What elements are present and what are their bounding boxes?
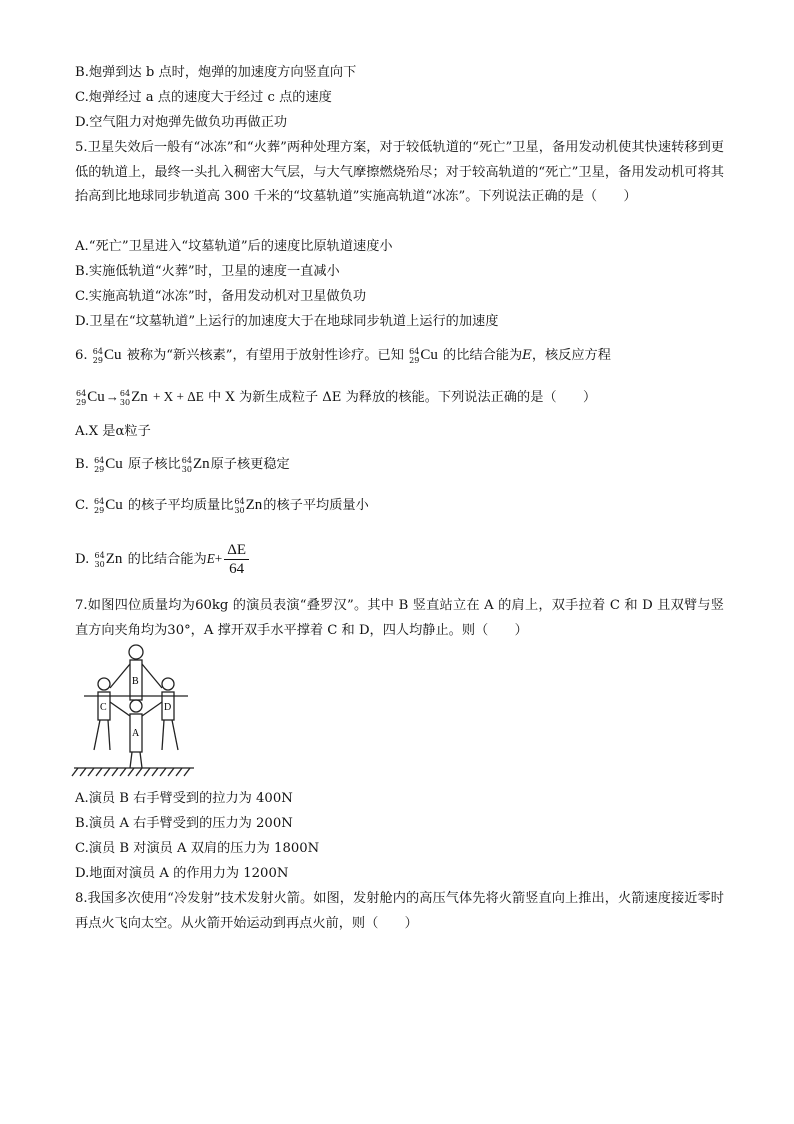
q7-stem: 7.如图四位质量均为60kg 的演员表演“叠罗汉”。其中 B 竖直站立在 A 的肩上，双手拉着 C 和 D 且双臂与竖直方向夹角均为30°，A 撑开双手水平撑着 C 和 D，四人均静止。则（ ） (75, 598, 724, 638)
q6-option-d: D. 64 30 Zn 的比结合能为E+ $\frac{\Delta E}{64}$ (75, 540, 251, 579)
performer-b-left-arm (110, 664, 130, 688)
q4-option-c: C.炮弹经过 a 点的速度大于经过 c 点的速度 (75, 90, 332, 105)
performer-b-head (129, 645, 143, 659)
performer-a-head (130, 700, 142, 712)
q8-stem: 8.我国多次使用“冷发射”技术发射火箭。如图，发射舱内的高压气体先将火箭竖直向上推出，火箭速度接近零时再点火飞向太空。从火箭开始运动到再点火前，则（ ） (75, 891, 724, 931)
nuclide-cu: 64 29 Cu (94, 455, 123, 474)
nuclide-zn: 64 30 Zn (119, 388, 148, 407)
q4-option-d: D.空气阻力对炮弹先做负功再做正功 (75, 115, 288, 130)
q5-option-a: A.“死亡”卫星进入“坟墓轨道”后的速度比原轨道速度小 (75, 239, 393, 254)
q6-stem-line2: 64 29 Cu→ 64 30 Zn + X + ΔE 中 X 为新生成粒子 ΔE 为释放的核能。下列说法正确的是（ ） (76, 388, 597, 407)
label-b: B (132, 676, 139, 687)
nuclide-cu: 64 29 Cu (94, 496, 123, 515)
performer-a-leg (130, 752, 132, 768)
fraction: $\frac{\Delta E}{64}$ (224, 541, 249, 578)
label-c: C (100, 702, 107, 713)
q6-option-c: C. 64 29 Cu 的核子平均质量比 64 30 Zn的核子平均质量小 (75, 496, 369, 515)
reaction-arrow: → (105, 389, 119, 404)
performer-c-leg (108, 720, 110, 750)
performer-b-right-arm (142, 664, 162, 688)
label-a: A (132, 728, 140, 739)
performer-a-arm (110, 702, 130, 716)
q6-number: 6. (75, 348, 88, 363)
q7-option-c: C.演员 B 对演员 A 双肩的压力为 1800N (75, 841, 320, 856)
reaction-products: + X + ΔE (152, 389, 204, 404)
nuclide-cu: 64 29 Cu (409, 346, 438, 365)
performer-a-leg (140, 752, 142, 768)
q5-option-b: B.实施低轨道“火葬”时，卫星的速度一直减小 (75, 264, 340, 279)
q5-option-c: C.实施高轨道“冰冻”时，备用发动机对卫星做负功 (75, 289, 367, 304)
nuclide-zn: 64 30 Zn (234, 496, 263, 515)
performer-c-leg (94, 720, 100, 750)
q5-stem: 5.卫星失效后一般有“冰冻”和“火葬”两种处理方案，对于较低轨道的“死亡”卫星，备用发动机使其快速转移到更低的轨道上，最终一头扎入稠密大气层，与大气摩擦燃烧殆尽；对于较高轨道的“死亡”卫星，备用发动机可将其抬高到比地球同步轨道高 300 千米的“坟墓轨道”实施高轨道“冰冻”。下列说法正确的是（ ） (75, 140, 724, 204)
performer-a-arm (142, 702, 162, 716)
q7-option-d: D.地面对演员 A 的作用力为 1200N (75, 866, 289, 881)
ground-hatching (72, 768, 190, 776)
q6-option-a: A.X 是α粒子 (75, 424, 151, 439)
performer-d-head (162, 678, 174, 690)
performer-c-head (98, 678, 110, 690)
nuclide-cu: 64 29 Cu (76, 388, 105, 407)
label-d: D (164, 702, 172, 713)
performer-d-leg (162, 720, 164, 750)
q7-option-b: B.演员 A 右手臂受到的压力为 200N (75, 816, 293, 831)
nuclide-zn: 64 30 Zn (94, 550, 123, 569)
q6-option-b: B. 64 29 Cu 原子核比 64 30 Zn原子核更稳定 (75, 455, 290, 474)
nuclide-cu: 64 29 Cu (92, 346, 122, 365)
q7-option-a: A.演员 B 右手臂受到的拉力为 400N (75, 791, 293, 806)
q6-stem-line1: 6. 64 29 Cu 被称为“新兴核素”，有望用于放射性诊疗。已知 64 29 Cu 的比结合能为E，核反应方程 (75, 346, 611, 365)
nuclide-zn: 64 30 Zn (181, 455, 210, 474)
performer-d-leg (172, 720, 178, 750)
acrobat-figure (70, 640, 200, 780)
q4-option-b: B.炮弹到达 b 点时，炮弹的加速度方向竖直向下 (75, 65, 357, 80)
q5-option-d: D.卫星在“坟墓轨道”上运行的加速度大于在地球同步轨道上运行的加速度 (75, 314, 499, 329)
